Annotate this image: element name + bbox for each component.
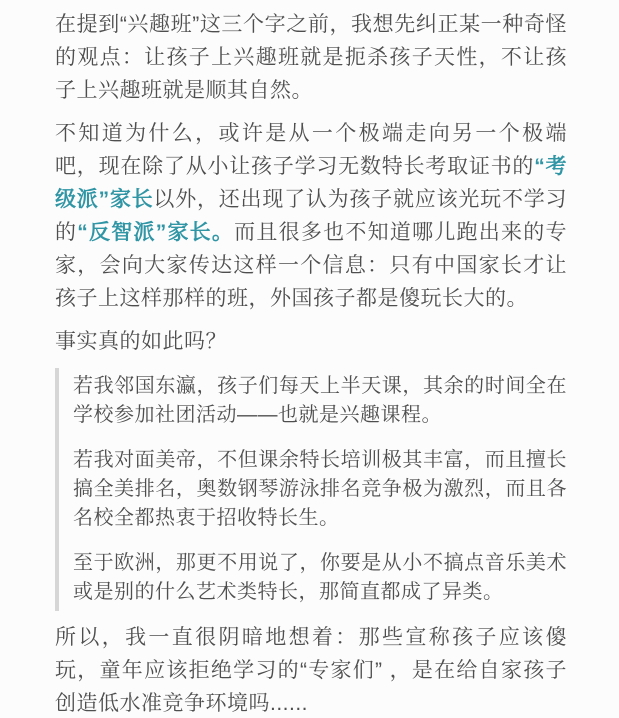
text-run: 事实真的如此吗？: [55, 330, 227, 353]
paragraph-conclusion: [55, 621, 567, 718]
text-run: 若我对面美帝，不但课余特长培训极其丰富，而且擅长搞全美排名，奥数钢琴游泳排名竞争极为激烈，而且各名校全都热衷于招收特长生。: [73, 449, 567, 529]
paragraph-two-extremes: [55, 117, 567, 315]
text-run: 若我邻国东瀛，孩子们每天上半天课，其余的时间全在学校参加社团活动——也就是兴趣课程。: [73, 375, 567, 426]
text-run: 不知道为什么，或许是从一个极端走向另一个极端吧，现在除了从小让孩子学习无数特长考取证书的: [55, 122, 567, 178]
quote-paragraph-usa: [73, 446, 567, 533]
text-run: 所以，我一直很阴暗地想着：那些宣称孩子应该傻玩，童年应该拒绝学习的“专家们” ，是在给自家孩子创造低水准竞争环境吗......: [55, 626, 567, 715]
text-run: 在提到“兴趣班”这三个字之前，我想先纠正某一种奇怪的观点：让孩子上兴趣班就是扼杀孩子天性，不让孩子上兴趣班就是顺其自然。: [55, 13, 567, 102]
paragraph-intro: [55, 8, 567, 107]
text-run: 至于欧洲，那更不用说了，你要是从小不搞点音乐美术或是别的什么艺术类特长，那简直都成了异类。: [73, 552, 567, 603]
quote-paragraph-europe: [73, 549, 567, 607]
blockquote: [55, 368, 567, 611]
text-run: 而且很多也不知道哪儿跑出来的专家，会向大家传达这样一个信息：只有中国家长才让孩子上这样那样的班，外国孩子都是傻玩长大的。: [55, 221, 568, 310]
highlighted-phrase: “考级派”家长: [55, 155, 568, 211]
paragraph-question: [55, 325, 567, 358]
quote-paragraph-japan: [73, 372, 567, 430]
highlighted-phrase: “反智派”家长。: [77, 221, 235, 244]
text-run: 以外，还出现了认为孩子就应该光玩不学习的: [55, 188, 568, 244]
